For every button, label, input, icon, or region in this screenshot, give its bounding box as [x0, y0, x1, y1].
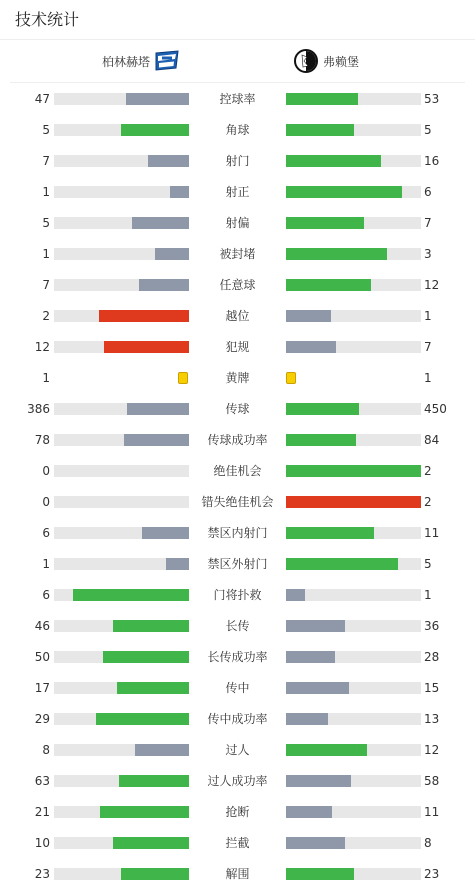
stat-row — [0, 306, 475, 326]
away-value: 450 — [424, 402, 447, 416]
away-bar-fill — [286, 868, 354, 880]
away-bar-fill — [286, 620, 345, 632]
home-value: 386 — [27, 402, 50, 416]
stat-label: 任意球 — [219, 278, 256, 292]
away-value: 23 — [424, 867, 440, 881]
away-value: 84 — [424, 433, 440, 447]
stat-label: 过人成功率 — [207, 774, 268, 788]
away-value: 5 — [424, 123, 432, 137]
stat-row — [0, 368, 475, 388]
home-bar-track — [54, 465, 189, 477]
away-bar-fill — [286, 837, 345, 849]
away-value: 53 — [424, 92, 440, 106]
away-bar-track — [286, 558, 421, 570]
stat-row — [0, 554, 475, 574]
home-value: 1 — [42, 185, 50, 199]
stat-label: 错失绝佳机会 — [201, 495, 274, 509]
home-bar-fill — [148, 155, 189, 167]
away-bar-fill — [286, 651, 335, 663]
home-bar-track — [54, 186, 189, 198]
away-value: 12 — [424, 743, 440, 757]
home-bar-track — [54, 434, 189, 446]
stat-label: 传球 — [225, 402, 250, 416]
away-bar-fill — [286, 744, 367, 756]
home-bar-fill — [103, 651, 189, 663]
away-value: 28 — [424, 650, 440, 664]
stat-row — [0, 244, 475, 264]
stat-label: 禁区外射门 — [207, 557, 268, 571]
stat-label: 解围 — [225, 867, 250, 881]
away-value: 7 — [424, 340, 432, 354]
home-value: 1 — [42, 371, 50, 385]
home-bar-track — [54, 589, 189, 601]
away-value: 11 — [424, 805, 440, 819]
away-bar-track — [286, 527, 421, 539]
home-bar-track — [54, 620, 189, 632]
home-value: 1 — [42, 557, 50, 571]
home-bar-track — [54, 155, 189, 167]
away-bar-fill — [286, 403, 359, 415]
hertha-crest-icon — [154, 48, 180, 74]
home-value: 50 — [34, 650, 50, 664]
away-bar-track — [286, 124, 421, 136]
away-bar-track — [286, 93, 421, 105]
home-bar-fill — [142, 527, 189, 539]
away-bar-track — [286, 837, 421, 849]
home-bar-fill — [73, 589, 189, 601]
home-bar-track — [54, 744, 189, 756]
away-value: 2 — [424, 495, 432, 509]
away-bar-fill — [286, 713, 328, 725]
home-value: 0 — [42, 464, 50, 478]
home-value: 78 — [34, 433, 50, 447]
stat-label: 射门 — [225, 154, 250, 168]
home-bar-fill — [121, 124, 189, 136]
away-bar-track — [286, 341, 421, 353]
stat-label: 抢断 — [225, 805, 250, 819]
away-value: 16 — [424, 154, 440, 168]
home-bar-fill — [139, 279, 189, 291]
home-bar-fill — [119, 775, 189, 787]
away-bar-fill — [286, 806, 332, 818]
stat-row — [0, 120, 475, 140]
away-value: 1 — [424, 371, 432, 385]
away-bar-track — [286, 806, 421, 818]
away-value: 6 — [424, 185, 432, 199]
away-value: 1 — [424, 588, 432, 602]
away-value: 15 — [424, 681, 440, 695]
stat-row — [0, 461, 475, 481]
home-value: 47 — [34, 92, 50, 106]
home-bar-track — [54, 93, 189, 105]
away-bar-fill — [286, 558, 398, 570]
away-value: 5 — [424, 557, 432, 571]
home-bar-fill — [121, 868, 189, 880]
away-bar-fill — [286, 496, 421, 508]
home-bar-track — [54, 527, 189, 539]
stat-row — [0, 616, 475, 636]
home-bar-fill — [166, 558, 189, 570]
stat-label: 射偏 — [225, 216, 250, 230]
stat-row — [0, 492, 475, 512]
home-bar-track — [54, 403, 189, 415]
stat-row — [0, 585, 475, 605]
away-value: 8 — [424, 836, 432, 850]
stat-label: 门将扑救 — [213, 588, 262, 602]
stat-row — [0, 833, 475, 853]
home-bar-fill — [96, 713, 189, 725]
home-bar-fill — [155, 248, 189, 260]
away-value: 11 — [424, 526, 440, 540]
stat-row — [0, 771, 475, 791]
away-value: 2 — [424, 464, 432, 478]
away-value: 58 — [424, 774, 440, 788]
stat-label: 长传 — [225, 619, 250, 633]
away-bar-track — [286, 279, 421, 291]
home-bar-track — [54, 775, 189, 787]
away-bar-track — [286, 713, 421, 725]
home-bar-fill — [135, 744, 189, 756]
home-bar-track — [54, 806, 189, 818]
away-bar-fill — [286, 124, 354, 136]
away-bar-fill — [286, 465, 421, 477]
away-bar-fill — [286, 93, 358, 105]
stat-label: 禁区内射门 — [207, 526, 268, 540]
away-bar-track — [286, 310, 421, 322]
stat-row — [0, 151, 475, 171]
home-value: 5 — [42, 123, 50, 137]
away-bar-track — [286, 744, 421, 756]
home-bar-track — [54, 868, 189, 880]
stat-label: 过人 — [225, 743, 250, 757]
home-bar-fill — [170, 186, 189, 198]
home-bar-fill — [113, 620, 189, 632]
away-bar-fill — [286, 434, 356, 446]
stat-label: 拦截 — [225, 836, 250, 850]
away-bar-fill — [286, 248, 387, 260]
stat-label: 传球成功率 — [207, 433, 268, 447]
home-value: 10 — [34, 836, 50, 850]
home-value: 46 — [34, 619, 50, 633]
home-bar-fill — [100, 806, 189, 818]
stat-row — [0, 864, 475, 884]
stat-row — [0, 802, 475, 822]
away-bar-track — [286, 186, 421, 198]
stat-row — [0, 430, 475, 450]
away-bar-fill — [286, 217, 364, 229]
away-value: 36 — [424, 619, 440, 633]
home-value: 5 — [42, 216, 50, 230]
stat-label: 绝佳机会 — [213, 464, 262, 478]
home-bar-track — [54, 310, 189, 322]
home-bar-track — [54, 651, 189, 663]
home-bar-track — [54, 713, 189, 725]
home-value: 23 — [34, 867, 50, 881]
away-bar-track — [286, 682, 421, 694]
home-team-name: 柏林赫塔 — [101, 54, 150, 69]
home-bar-track — [54, 558, 189, 570]
away-bar-fill — [286, 589, 305, 601]
home-bar-fill — [99, 310, 189, 322]
stat-row — [0, 740, 475, 760]
home-value: 17 — [34, 681, 50, 695]
home-bar-fill — [132, 217, 189, 229]
away-bar-fill — [286, 775, 351, 787]
stat-row — [0, 678, 475, 698]
home-value: 2 — [42, 309, 50, 323]
stat-label: 长传成功率 — [207, 650, 268, 664]
stat-label: 角球 — [225, 123, 250, 137]
home-team[interactable] — [102, 40, 180, 82]
stat-label: 被封堵 — [219, 247, 256, 261]
home-value: 7 — [42, 278, 50, 292]
stat-row — [0, 337, 475, 357]
home-value: 1 — [42, 247, 50, 261]
stat-row — [0, 399, 475, 419]
away-bar-fill — [286, 682, 349, 694]
home-bar-track — [54, 341, 189, 353]
stat-label: 犯规 — [225, 340, 250, 354]
home-value: 0 — [42, 495, 50, 509]
away-value: 12 — [424, 278, 440, 292]
away-bar-fill — [286, 155, 381, 167]
away-bar-track — [286, 217, 421, 229]
stat-row — [0, 89, 475, 109]
away-value: 7 — [424, 216, 432, 230]
away-bar-fill — [286, 279, 371, 291]
away-bar-track — [286, 651, 421, 663]
home-value: 7 — [42, 154, 50, 168]
home-bar-fill — [124, 434, 189, 446]
home-value: 8 — [42, 743, 50, 757]
home-value: 6 — [42, 526, 50, 540]
home-bar-track — [54, 837, 189, 849]
home-bar-track — [54, 496, 189, 508]
away-bar-fill — [286, 341, 336, 353]
away-bar-fill — [286, 527, 374, 539]
home-bar-track — [54, 248, 189, 260]
team-header — [10, 40, 465, 83]
away-team[interactable] — [293, 40, 359, 82]
stat-row — [0, 275, 475, 295]
home-value: 29 — [34, 712, 50, 726]
home-bar-fill — [113, 837, 189, 849]
away-bar-fill — [286, 310, 331, 322]
stat-row — [0, 182, 475, 202]
away-bar-track — [286, 775, 421, 787]
yellow-card-icon — [178, 372, 188, 384]
away-bar-fill — [286, 186, 402, 198]
home-value: 6 — [42, 588, 50, 602]
away-team-name: 弗赖堡 — [323, 54, 360, 69]
home-bar-track — [54, 124, 189, 136]
home-bar-fill — [117, 682, 189, 694]
stat-row — [0, 523, 475, 543]
home-bar-track — [54, 217, 189, 229]
stat-row — [0, 709, 475, 729]
yellow-card-icon — [286, 372, 296, 384]
away-bar-track — [286, 496, 421, 508]
stat-label: 传中 — [225, 681, 250, 695]
away-bar-track — [286, 403, 421, 415]
away-bar-track — [286, 155, 421, 167]
stat-label: 越位 — [225, 309, 250, 323]
home-value: 12 — [34, 340, 50, 354]
away-bar-track — [286, 620, 421, 632]
home-bar-track — [54, 682, 189, 694]
stat-label: 黄牌 — [225, 371, 250, 385]
home-bar-track — [54, 279, 189, 291]
stat-row — [0, 213, 475, 233]
away-bar-track — [286, 589, 421, 601]
stat-row — [0, 647, 475, 667]
freiburg-crest-icon — [293, 48, 319, 74]
away-bar-track — [286, 248, 421, 260]
home-bar-fill — [127, 403, 189, 415]
home-bar-fill — [126, 93, 189, 105]
home-value: 21 — [34, 805, 50, 819]
stat-label: 传中成功率 — [207, 712, 268, 726]
away-value: 1 — [424, 309, 432, 323]
page-title: 技术统计 — [0, 0, 475, 40]
away-value: 13 — [424, 712, 440, 726]
away-bar-track — [286, 434, 421, 446]
stat-label: 射正 — [225, 185, 250, 199]
home-value: 63 — [34, 774, 50, 788]
stat-label: 控球率 — [219, 92, 256, 106]
away-value: 3 — [424, 247, 432, 261]
home-bar-fill — [104, 341, 189, 353]
away-bar-track — [286, 465, 421, 477]
away-bar-track — [286, 868, 421, 880]
